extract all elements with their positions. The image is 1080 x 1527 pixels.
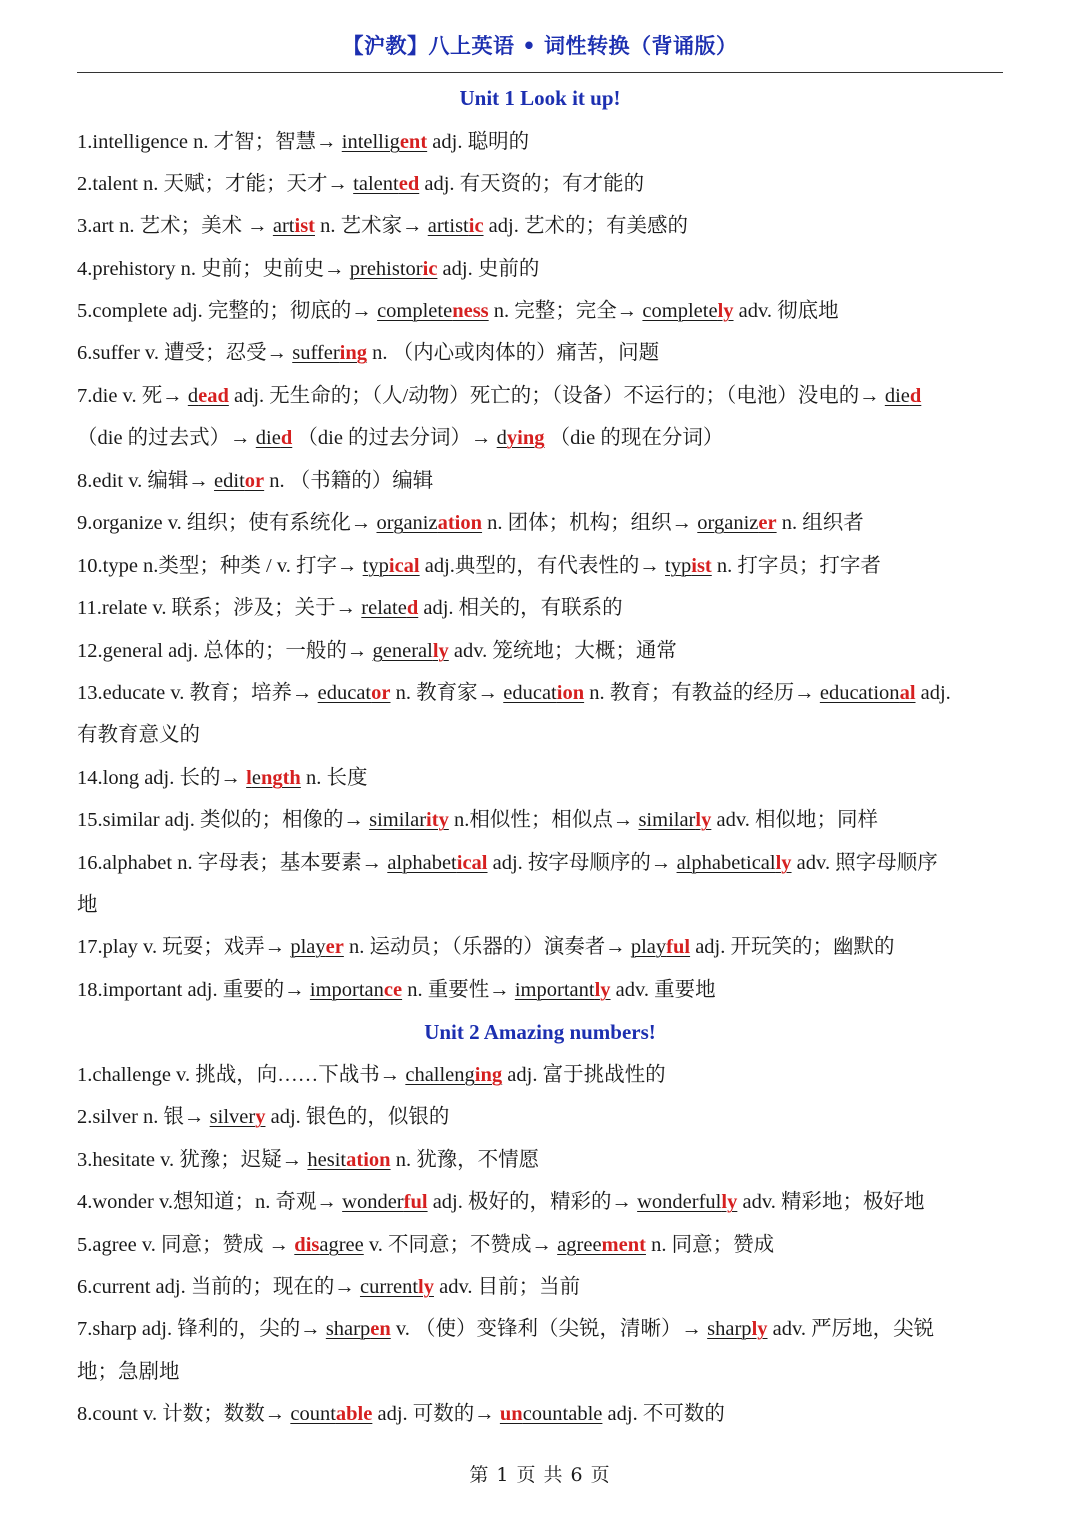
suffix-highlight: ly: [721, 1191, 738, 1213]
entry-text: adj. 银色的，似银的: [265, 1106, 450, 1128]
derived-word: complete: [642, 300, 718, 322]
entry-text: adj. 按字母顺序的→: [487, 852, 677, 874]
entry-line: [77, 806, 1007, 834]
entry-text: adj. 史前的: [437, 258, 540, 280]
suffix-highlight: ical: [388, 555, 420, 577]
derived-word: talent: [353, 173, 399, 195]
suffix-highlight: al: [899, 682, 916, 704]
entry-text: （die 的过去式）→: [77, 427, 256, 449]
entry-line: [77, 679, 1007, 707]
entry-text: adv. 严厉地，尖锐: [767, 1318, 935, 1340]
entry-line: [77, 509, 1007, 537]
entry-line: [77, 128, 1007, 156]
suffix-highlight: or: [371, 682, 391, 704]
suffix-highlight: ation: [437, 512, 483, 534]
entry-line: [77, 1231, 1007, 1259]
entry-line: [77, 1400, 1007, 1428]
entry-line: [77, 1103, 1007, 1131]
entry-line: [77, 1188, 1007, 1216]
entry-text: 5.complete adj. 完整的；彻底的→: [77, 300, 378, 322]
entry-text: n. 运动员；（乐器的）演奏者→: [343, 936, 631, 958]
entry-text: adj. 聪明的: [427, 131, 530, 153]
derived-word: d: [496, 427, 507, 449]
suffix-highlight: y: [255, 1106, 266, 1128]
entry-text: adj. 可数的→: [372, 1403, 500, 1425]
derived-word: general: [372, 640, 433, 662]
entry-text: 9.organize v. 组织；使有系统化→: [77, 512, 377, 534]
derived-word: importan: [309, 979, 384, 1001]
entry-text: 15.similar adj. 类似的；相像的→: [77, 809, 370, 831]
suffix-highlight: ed: [398, 173, 420, 195]
entry-text: n. 打字员；打字者: [711, 555, 881, 577]
suffix-highlight: er: [758, 512, 777, 534]
entry-text: 1.intelligence n. 才智；智慧→: [77, 131, 342, 153]
entry-line: [77, 1061, 1007, 1089]
entry-text: adv. 笼统地；大概；通常: [448, 640, 677, 662]
entry-line: [77, 255, 1007, 283]
entry-text: 2.talent n. 天赋；才能；天才→: [77, 173, 354, 195]
entry-text: adj.: [915, 682, 951, 704]
derived-word: sharp: [707, 1318, 752, 1340]
derived-word: agree: [319, 1234, 364, 1256]
entry-line: [77, 467, 1007, 495]
derived-word: similar: [638, 809, 696, 831]
suffix-highlight: ness: [452, 300, 489, 322]
suffix-highlight: ly: [594, 979, 611, 1001]
entry-line: [77, 552, 1007, 580]
entry-text: adv. 相似地；同样: [711, 809, 878, 831]
entry-text: 17.play v. 玩耍；戏弄→: [77, 936, 291, 958]
entry-text: 4.wonder v.想知道；n. 奇观→: [77, 1191, 343, 1213]
entry-text: n. 教育；有教益的经历→: [584, 682, 820, 704]
entry-text: v. （使）变锋利（尖锐，清晰）→: [390, 1318, 708, 1340]
entry-text: n. 长度: [300, 767, 368, 789]
derived-word: hesit: [307, 1149, 347, 1171]
entry-text: adj. 有天资的；有才能的: [419, 173, 645, 195]
entry-text: n. 团体；机构；组织→: [482, 512, 698, 534]
derived-word: artist: [427, 215, 469, 237]
suffix-highlight: ly: [717, 300, 734, 322]
entry-text: adv. 照字母顺序: [791, 852, 938, 874]
entry-line: [77, 1315, 1007, 1343]
entry-text: n. 教育家→: [390, 682, 504, 704]
entry-text: 3.art n. 艺术；美术 →: [77, 215, 273, 237]
entry-text: n. 完整；完全→: [488, 300, 643, 322]
entry-line: [77, 849, 1007, 877]
entry-text: 有教育意义的: [77, 724, 200, 746]
entry-text: n. 组织者: [776, 512, 864, 534]
suffix-highlight: ist: [691, 555, 712, 577]
entry-text: n. 同意；赞成: [645, 1234, 775, 1256]
suffix-highlight: or: [244, 470, 265, 492]
derived-word: prehistor: [349, 258, 423, 280]
derived-word: similar: [369, 809, 427, 831]
entry-text: adj. 无生命的；（人/动物）死亡的；（设备）不运行的；（电池）没电的→: [228, 385, 885, 407]
suffix-highlight: ly: [418, 1276, 434, 1298]
entry-text: adj. 相关的，有联系的: [418, 597, 623, 619]
entry-text: 5.agree v. 同意；赞成 →: [77, 1234, 295, 1256]
suffix-highlight: ment: [601, 1234, 646, 1256]
entry-text: 8.edit v. 编辑→: [77, 470, 215, 492]
entry-text: n. 艺术家→: [315, 215, 428, 237]
suffix-highlight: ical: [456, 852, 488, 874]
suffix-highlight: ly: [751, 1318, 768, 1340]
entry-text: adj. 极好的，精彩的→: [427, 1191, 638, 1213]
derived-word: countable: [522, 1403, 603, 1425]
unit-2-heading: Unit 2 Amazing numbers!: [424, 1020, 656, 1044]
derived-word: intellig: [341, 131, 400, 153]
derived-word: educat: [503, 682, 557, 704]
derived-word: play: [290, 936, 326, 958]
suffix-highlight: d: [280, 427, 293, 449]
derived-word: play: [630, 936, 667, 958]
entry-text: 6.current adj. 当前的；现在的→: [77, 1276, 360, 1298]
suffix-highlight: ing: [339, 342, 368, 364]
entry-text: 11.relate v. 联系；涉及；关于→: [77, 597, 362, 619]
entry-text: 8.count v. 计数；数数→: [77, 1403, 291, 1425]
entry-text: adj. 富于挑战性的: [502, 1064, 666, 1086]
entry-text: adj.典型的，有代表性的→: [419, 555, 666, 577]
entry-text: 16.alphabet n. 字母表；基本要素→: [77, 852, 388, 874]
entry-text: adv. 目前；当前: [433, 1276, 581, 1298]
suffix-highlight: able: [335, 1403, 373, 1425]
entry-text: n. 重要性→: [402, 979, 515, 1001]
entry-line: [77, 382, 1007, 410]
entry-text: 13.educate v. 教育；培养→: [77, 682, 318, 704]
suffix-highlight: ead: [198, 385, 229, 407]
entry-line: [77, 976, 1007, 1004]
derived-word: current: [359, 1276, 419, 1298]
entry-line: [77, 933, 1007, 961]
derived-word: typ: [665, 555, 692, 577]
entry-text: n.相似性；相似点→: [448, 809, 639, 831]
entry-text: 3.hesitate v. 犹豫；迟疑→: [77, 1149, 308, 1171]
derived-word: alphabetical: [676, 852, 776, 874]
derived-word: alphabet: [387, 852, 457, 874]
entry-text: n. （内心或肉体的）痛苦，问题: [367, 342, 660, 364]
entry-text: adv. 精彩地；极好地: [737, 1191, 925, 1213]
derived-word: challeng: [405, 1064, 475, 1086]
suffix-highlight: ion: [556, 682, 585, 704]
derived-word: important: [514, 979, 595, 1001]
entry-text: adv. 重要地: [610, 979, 716, 1001]
entry-text: 10.type n.类型；种类 / v. 打字→: [77, 555, 363, 577]
suffix-highlight: ing: [474, 1064, 503, 1086]
entry-line: [77, 212, 1007, 240]
suffix-highlight: ce: [383, 979, 403, 1001]
suffix-highlight: ying: [506, 427, 545, 449]
entry-line: [77, 594, 1007, 622]
entry-line: [77, 297, 1007, 325]
derived-word: art: [272, 215, 295, 237]
entry-text: 18.important adj. 重要的→: [77, 979, 310, 1001]
entry-text: 地: [77, 894, 98, 916]
entry-line: [77, 764, 1007, 792]
entry-text: 7.die v. 死→: [77, 385, 188, 407]
suffix-highlight: dis: [294, 1234, 320, 1256]
entry-line: [77, 637, 1007, 665]
derived-word: count: [290, 1403, 336, 1425]
entry-text: 6.suffer v. 遭受；忍受→: [77, 342, 293, 364]
derived-word: die: [255, 427, 281, 449]
derived-word: e: [251, 767, 261, 789]
entry-text: 7.sharp adj. 锋利的，尖的→: [77, 1318, 326, 1340]
derived-word: wonderful: [637, 1191, 722, 1213]
unit-1-heading: Unit 1 Look it up!: [459, 86, 621, 110]
suffix-highlight: ful: [403, 1191, 428, 1213]
entry-line: [77, 170, 1007, 198]
derived-word: wonder: [342, 1191, 404, 1213]
suffix-highlight: ation: [346, 1149, 391, 1171]
suffix-highlight: ngth: [260, 767, 301, 789]
entry-line: [77, 721, 1007, 749]
entry-text: 1.challenge v. 挑战，向……下战书→: [77, 1064, 406, 1086]
document-title: 【沪教】八上英语 • 词性转换（背诵版）: [342, 34, 738, 58]
entry-text: n. 犹豫，不情愿: [390, 1149, 540, 1171]
entry-text: 14.long adj. 长的→: [77, 767, 247, 789]
entry-text: adv. 彻底地: [733, 300, 839, 322]
suffix-highlight: l: [246, 767, 252, 789]
derived-word: silver: [209, 1106, 256, 1128]
suffix-highlight: en: [370, 1318, 391, 1340]
suffix-highlight: ic: [422, 258, 438, 280]
entry-line: [77, 1358, 1007, 1386]
derived-word: typ: [362, 555, 389, 577]
entry-text: 地；急剧地: [77, 1361, 180, 1383]
suffix-highlight: ly: [432, 640, 449, 662]
derived-word: complete: [377, 300, 453, 322]
derived-word: organiz: [376, 512, 438, 534]
derived-word: edit: [214, 470, 245, 492]
entry-line: [77, 891, 1007, 919]
entry-text: （die 的现在分词）: [544, 427, 724, 449]
entry-line: [77, 1273, 1007, 1301]
suffix-highlight: er: [325, 936, 344, 958]
entry-text: adj. 艺术的；有美感的: [483, 215, 688, 237]
suffix-highlight: ly: [775, 852, 792, 874]
entry-line: [77, 1146, 1007, 1174]
derived-word: educat: [317, 682, 372, 704]
entry-text: n. （书籍的）编辑: [264, 470, 434, 492]
page-number: 第 1 页 共 6 页: [469, 1464, 611, 1486]
derived-word: d: [187, 385, 199, 407]
suffix-highlight: ity: [426, 809, 449, 831]
entry-text: 4.prehistory n. 史前；史前史→: [77, 258, 350, 280]
entry-text: 2.silver n. 银→: [77, 1106, 210, 1128]
suffix-highlight: ful: [666, 936, 691, 958]
derived-word: die: [884, 385, 910, 407]
suffix-highlight: ist: [294, 215, 315, 237]
derived-word: education: [819, 682, 900, 704]
entry-text: v. 不同意；不赞成→: [363, 1234, 558, 1256]
derived-word: organiz: [697, 512, 759, 534]
entry-text: 12.general adj. 总体的；一般的→: [77, 640, 373, 662]
entry-text: adj. 不可数的: [602, 1403, 725, 1425]
suffix-highlight: ly: [695, 809, 712, 831]
derived-word: agree: [557, 1234, 602, 1256]
suffix-highlight: d: [406, 597, 419, 619]
entry-line: [77, 424, 1007, 452]
header-divider: [77, 72, 1003, 73]
entry-line: [77, 339, 1007, 367]
entry-text: （die 的过去分词）→: [292, 427, 497, 449]
derived-word: suffer: [292, 342, 340, 364]
suffix-highlight: un: [499, 1403, 523, 1425]
suffix-highlight: ent: [399, 131, 428, 153]
entry-text: adj. 开玩笑的；幽默的: [690, 936, 895, 958]
suffix-highlight: d: [909, 385, 922, 407]
derived-word: relate: [361, 597, 407, 619]
suffix-highlight: ic: [468, 215, 484, 237]
derived-word: sharp: [325, 1318, 371, 1340]
